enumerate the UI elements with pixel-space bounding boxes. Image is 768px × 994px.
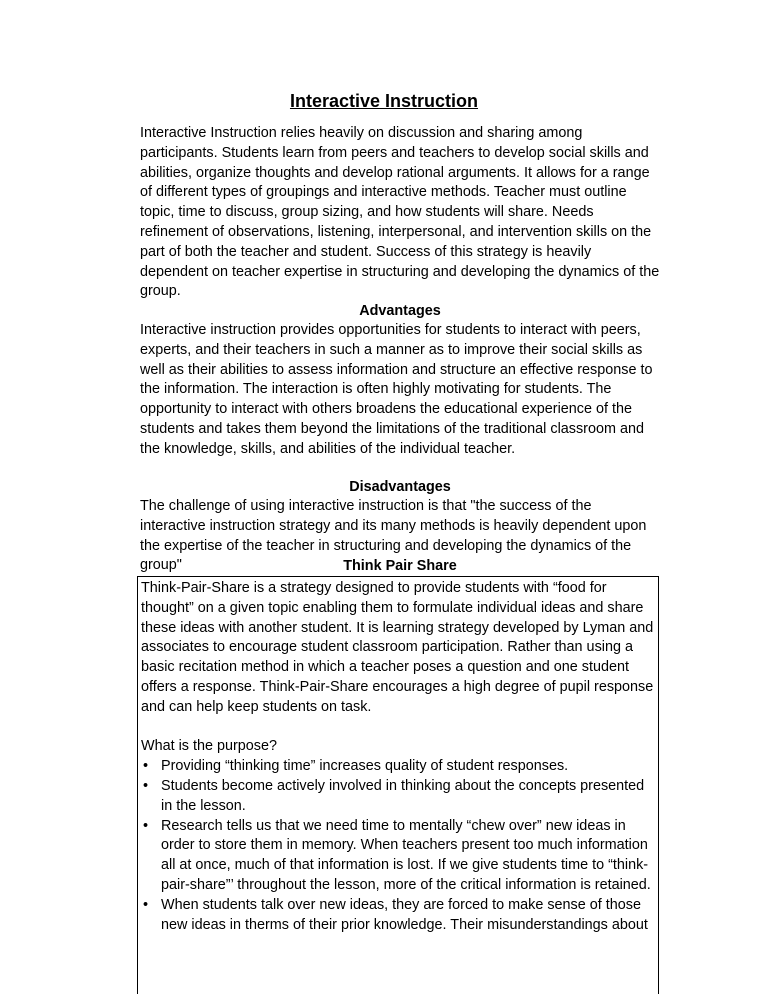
list-item xyxy=(141,777,655,817)
bullet-icon: • xyxy=(143,817,149,834)
list-item-text: Providing “thinking time” increases quality of student responses. xyxy=(161,758,569,775)
page-title: Interactive Instruction xyxy=(289,91,479,111)
list-item xyxy=(141,757,655,777)
think-pair-share-heading: Think Pair Share xyxy=(343,558,457,574)
list-item xyxy=(141,896,655,936)
list-item xyxy=(141,817,655,896)
think-pair-share-box xyxy=(137,576,659,994)
advantages-paragraph: Interactive instruction provides opportunities for students to interact with peers, experts, and their teachers in such a manner as to improve their social skills as well as their abilities to assess information and structure an effective response to the information. The interaction is often highly motivating for students. The opportunity to interact with others broadens the educational experience of the students and takes them beyond the limitations of the traditional classroom and the knowledge, skills, and abilities of the individual teacher. xyxy=(140,322,653,457)
bullet-icon: • xyxy=(143,777,149,794)
list-item-text: Research tells us that we need time to mentally “chew over” new ideas in order to store them in memory. When teachers present too much information all at once, much of that information is lost. If we give students time to “think-pair-share”’ throughout the lesson, more of the critical information is retained. xyxy=(161,817,651,893)
disadvantages-paragraph: The challenge of using interactive instruction is that "the success of the interactive instruction strategy and its many methods is heavily dependent upon the expertise of the teacher in structuring and developing the dynamics of the group" xyxy=(140,498,647,574)
intro-paragraph: Interactive Instruction relies heavily on discussion and sharing among participants. Students learn from peers and teachers to develop social skills and abilities, organize thoughts and develop rational arguments. It allows for a range of different types of groupings and interactive methods. Teacher must outline topic, time to discuss, group sizing, and how students will share. Needs refinement of observations, listening, interpersonal, and intervention skills on the part of both the teacher and student. Success of this strategy is heavily dependent on teacher expertise in structuring and developing the dynamics of the group. xyxy=(140,125,660,300)
advantages-heading: Advantages xyxy=(359,303,441,319)
purpose-label: What is the purpose? xyxy=(141,738,277,755)
spacer xyxy=(141,718,655,738)
bullet-icon: • xyxy=(143,896,149,913)
think-pair-share-paragraph: Think-Pair-Share is a strategy designed to provide students with “food for thought” on a given topic enabling them to formulate individual ideas and share these ideas with another student. It is learning strategy developed by Lyman and associates to encourage student classroom participation. Rather than using a basic recitation method in which a teacher poses a question and one student offers a response. Think-Pair-Share encourages a high degree of pupil response and can help keep students on task. xyxy=(141,580,654,715)
disadvantages-heading: Disadvantages xyxy=(349,479,451,495)
bullet-icon: • xyxy=(143,758,149,775)
list-item-text: When students talk over new ideas, they are forced to make sense of those new ideas in therms of their prior knowledge. Their misunderstandings about xyxy=(161,896,648,933)
purpose-list xyxy=(141,757,655,935)
list-item-text: Students become actively involved in thinking about the concepts presented in the lesson. xyxy=(161,777,645,814)
